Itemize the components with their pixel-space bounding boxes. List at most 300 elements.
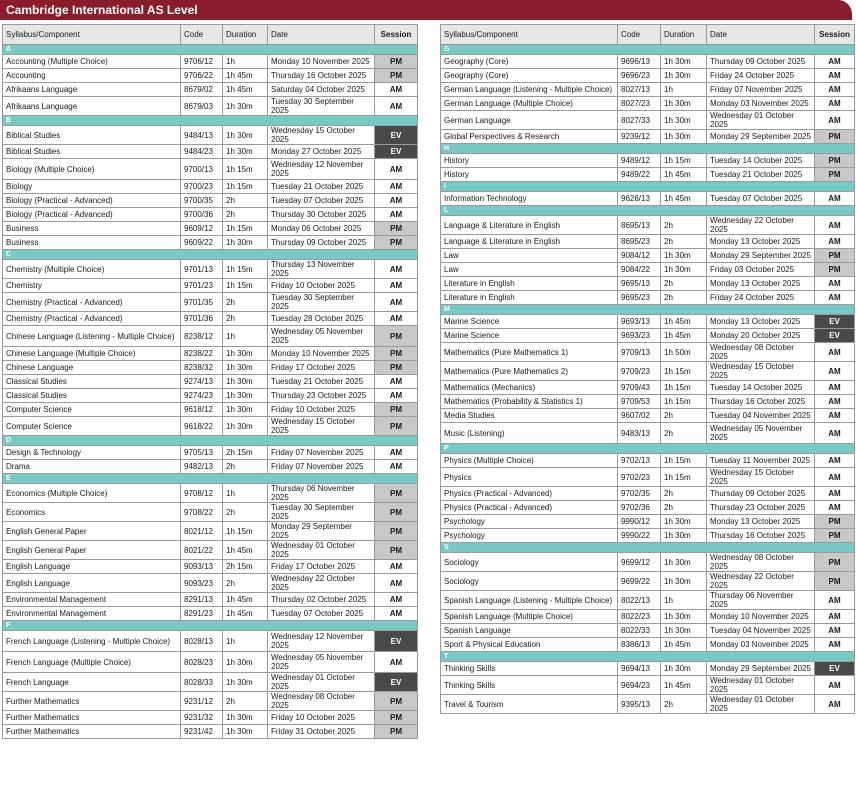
- session-badge: PM: [815, 130, 855, 144]
- table-row: [3, 673, 418, 692]
- session-badge: EV: [375, 126, 418, 145]
- section-letter: T: [441, 652, 855, 662]
- session-badge: AM: [375, 83, 418, 97]
- date-cell: Thursday 06 November 2025: [707, 591, 815, 610]
- date-cell: Monday 03 November 2025: [707, 638, 815, 652]
- code-cell: 9482/13: [181, 460, 223, 474]
- section-header: [441, 444, 855, 454]
- code-cell: 8027/13: [618, 83, 661, 97]
- table-row: [3, 389, 418, 403]
- table-row: [441, 515, 855, 529]
- code-cell: 9693/13: [618, 315, 661, 329]
- session-badge: AM: [815, 501, 855, 515]
- syllabus-cell: Travel & Tourism: [441, 695, 618, 714]
- code-cell: 8695/23: [618, 235, 661, 249]
- duration-cell: 1h 15m: [661, 468, 707, 487]
- code-cell: 8028/23: [181, 652, 223, 673]
- date-cell: Monday 13 October 2025: [707, 315, 815, 329]
- table-row: [441, 111, 855, 130]
- table-row: [441, 529, 855, 543]
- duration-cell: 1h 30m: [223, 389, 268, 403]
- table-row: [3, 208, 418, 222]
- date-cell: Thursday 02 October 2025: [268, 593, 375, 607]
- syllabus-cell: Chemistry (Multiple Choice): [3, 260, 181, 279]
- date-cell: Tuesday 30 September 2025: [268, 503, 375, 522]
- table-row: [441, 69, 855, 83]
- table-row: [3, 484, 418, 503]
- date-cell: Tuesday 07 October 2025: [268, 194, 375, 208]
- syllabus-cell: Literature in English: [441, 291, 618, 305]
- syllabus-cell: Chemistry: [3, 279, 181, 293]
- date-cell: Thursday 13 November 2025: [268, 260, 375, 279]
- table-row: [441, 55, 855, 69]
- syllabus-cell: Biology: [3, 180, 181, 194]
- table-row: [3, 236, 418, 250]
- table-row: [441, 83, 855, 97]
- code-cell: 8238/12: [181, 326, 223, 347]
- section-letter: A: [3, 45, 418, 55]
- syllabus-cell: Literature in English: [441, 277, 618, 291]
- date-cell: Tuesday 14 October 2025: [707, 381, 815, 395]
- date-cell: Saturday 04 October 2025: [268, 83, 375, 97]
- code-cell: 9231/32: [181, 711, 223, 725]
- section-letter: L: [441, 206, 855, 216]
- date-cell: Monday 10 November 2025: [268, 347, 375, 361]
- table-row: [441, 423, 855, 444]
- code-cell: 9084/22: [618, 263, 661, 277]
- code-cell: 8386/13: [618, 638, 661, 652]
- code-cell: 9484/13: [181, 126, 223, 145]
- duration-cell: 1h: [223, 326, 268, 347]
- code-cell: 9701/13: [181, 260, 223, 279]
- session-badge: PM: [375, 361, 418, 375]
- date-cell: Tuesday 07 October 2025: [707, 192, 815, 206]
- date-cell: Wednesday 01 October 2025: [707, 695, 815, 714]
- syllabus-cell: Environmental Management: [3, 593, 181, 607]
- duration-cell: 1h 30m: [661, 130, 707, 144]
- table-row: [3, 652, 418, 673]
- session-badge: EV: [375, 673, 418, 692]
- table-row: [441, 572, 855, 591]
- table-row: [3, 69, 418, 83]
- syllabus-cell: Classical Studies: [3, 375, 181, 389]
- date-cell: Wednesday 12 November 2025: [268, 631, 375, 652]
- code-cell: 9699/12: [618, 553, 661, 572]
- duration-cell: 1h 45m: [661, 676, 707, 695]
- date-cell: Thursday 16 October 2025: [268, 69, 375, 83]
- session-badge: AM: [815, 624, 855, 638]
- date-cell: Wednesday 01 October 2025: [707, 676, 815, 695]
- session-badge: AM: [815, 487, 855, 501]
- syllabus-cell: Chemistry (Practical - Advanced): [3, 293, 181, 312]
- table-row: [3, 446, 418, 460]
- duration-cell: 1h 30m: [223, 725, 268, 739]
- code-cell: 9701/23: [181, 279, 223, 293]
- syllabus-cell: Business: [3, 222, 181, 236]
- code-cell: 8022/23: [618, 610, 661, 624]
- syllabus-cell: Chinese Language (Listening - Multiple Choice): [3, 326, 181, 347]
- table-row: [3, 560, 418, 574]
- session-badge: PM: [375, 403, 418, 417]
- date-cell: Tuesday 14 October 2025: [707, 154, 815, 168]
- syllabus-cell: Drama: [3, 460, 181, 474]
- session-badge: PM: [815, 263, 855, 277]
- duration-cell: 1h 45m: [661, 192, 707, 206]
- table-row: [441, 662, 855, 676]
- table-row: [441, 638, 855, 652]
- duration-cell: 1h 15m: [223, 522, 268, 541]
- session-badge: AM: [815, 277, 855, 291]
- code-cell: 9618/12: [181, 403, 223, 417]
- syllabus-cell: Biblical Studies: [3, 126, 181, 145]
- syllabus-cell: Sociology: [441, 572, 618, 591]
- code-cell: 9705/13: [181, 446, 223, 460]
- date-cell: Friday 07 November 2025: [268, 446, 375, 460]
- session-badge: AM: [815, 468, 855, 487]
- syllabus-cell: Biology (Practical - Advanced): [3, 208, 181, 222]
- syllabus-cell: Psychology: [441, 515, 618, 529]
- session-badge: AM: [815, 395, 855, 409]
- table-row: [3, 222, 418, 236]
- session-badge: AM: [375, 607, 418, 621]
- duration-cell: 1h 30m: [661, 572, 707, 591]
- header-row: [3, 25, 418, 45]
- code-cell: 9274/13: [181, 375, 223, 389]
- session-badge: AM: [375, 574, 418, 593]
- duration-cell: 1h 45m: [661, 168, 707, 182]
- duration-cell: 1h 45m: [661, 315, 707, 329]
- session-badge: PM: [375, 236, 418, 250]
- table-row: [441, 454, 855, 468]
- table-row: [441, 395, 855, 409]
- date-cell: Wednesday 15 October 2025: [268, 126, 375, 145]
- code-cell: 9695/13: [618, 277, 661, 291]
- syllabus-cell: Sociology: [441, 553, 618, 572]
- code-cell: 8027/33: [618, 111, 661, 130]
- left-table-body: [3, 45, 418, 739]
- session-badge: AM: [815, 362, 855, 381]
- code-cell: 9694/13: [618, 662, 661, 676]
- date-cell: Friday 07 November 2025: [268, 460, 375, 474]
- table-row: [3, 417, 418, 436]
- syllabus-cell: Further Mathematics: [3, 725, 181, 739]
- code-cell: 8027/23: [618, 97, 661, 111]
- session-badge: AM: [815, 343, 855, 362]
- code-cell: 9708/12: [181, 484, 223, 503]
- syllabus-cell: Environmental Management: [3, 607, 181, 621]
- table-row: [3, 361, 418, 375]
- table-row: [441, 277, 855, 291]
- code-cell: 9702/36: [618, 501, 661, 515]
- table-row: [3, 159, 418, 180]
- session-badge: AM: [815, 83, 855, 97]
- date-cell: Wednesday 22 October 2025: [707, 572, 815, 591]
- duration-cell: 2h: [223, 574, 268, 593]
- duration-cell: 1h 30m: [223, 347, 268, 361]
- date-cell: Monday 10 November 2025: [268, 55, 375, 69]
- section-letter: E: [3, 474, 418, 484]
- duration-cell: 2h 15m: [223, 446, 268, 460]
- date-cell: Tuesday 30 September 2025: [268, 293, 375, 312]
- date-cell: Monday 03 November 2025: [707, 97, 815, 111]
- duration-cell: 1h 15m: [661, 454, 707, 468]
- duration-cell: 1h 30m: [223, 236, 268, 250]
- table-row: [3, 725, 418, 739]
- date-cell: Wednesday 12 November 2025: [268, 159, 375, 180]
- section-letter: P: [441, 444, 855, 454]
- code-cell: 9483/13: [618, 423, 661, 444]
- section-header: [441, 305, 855, 315]
- code-cell: 8238/22: [181, 347, 223, 361]
- table-row: [3, 522, 418, 541]
- duration-cell: 1h 30m: [661, 263, 707, 277]
- table-row: [441, 329, 855, 343]
- session-badge: PM: [375, 69, 418, 83]
- duration-cell: 1h 45m: [223, 607, 268, 621]
- duration-cell: 1h 15m: [661, 395, 707, 409]
- duration-cell: 1h 50m: [661, 343, 707, 362]
- duration-cell: 1h 30m: [661, 624, 707, 638]
- code-cell: 9709/43: [618, 381, 661, 395]
- duration-cell: 1h 30m: [661, 111, 707, 130]
- syllabus-cell: Sport & Physical Education: [441, 638, 618, 652]
- syllabus-cell: Language & Literature in English: [441, 216, 618, 235]
- syllabus-cell: English Language: [3, 574, 181, 593]
- date-cell: Thursday 09 October 2025: [707, 487, 815, 501]
- code-cell: 9696/13: [618, 55, 661, 69]
- code-cell: 9694/23: [618, 676, 661, 695]
- duration-cell: 1h 30m: [223, 673, 268, 692]
- syllabus-cell: Further Mathematics: [3, 711, 181, 725]
- section-header: [3, 474, 418, 484]
- duration-cell: 1h: [223, 55, 268, 69]
- syllabus-cell: Business: [3, 236, 181, 250]
- code-cell: 9990/12: [618, 515, 661, 529]
- session-badge: AM: [815, 638, 855, 652]
- session-badge: PM: [815, 249, 855, 263]
- table-row: [3, 145, 418, 159]
- session-badge: PM: [375, 503, 418, 522]
- section-header: [3, 621, 418, 631]
- duration-cell: 1h 15m: [661, 362, 707, 381]
- syllabus-cell: Thinking Skills: [441, 662, 618, 676]
- date-cell: Wednesday 22 October 2025: [707, 216, 815, 235]
- date-cell: Thursday 09 October 2025: [268, 236, 375, 250]
- duration-cell: 1h 30m: [223, 97, 268, 116]
- session-badge: AM: [375, 560, 418, 574]
- session-badge: PM: [375, 692, 418, 711]
- table-row: [3, 293, 418, 312]
- syllabus-cell: Chinese Language: [3, 361, 181, 375]
- code-cell: 8695/13: [618, 216, 661, 235]
- syllabus-cell: History: [441, 168, 618, 182]
- date-cell: Friday 10 October 2025: [268, 711, 375, 725]
- duration-cell: 2h: [223, 460, 268, 474]
- right-table-body: [441, 45, 855, 714]
- table-row: [441, 249, 855, 263]
- code-cell: 9239/12: [618, 130, 661, 144]
- code-cell: 8291/23: [181, 607, 223, 621]
- duration-cell: 1h: [223, 484, 268, 503]
- date-cell: Thursday 23 October 2025: [707, 501, 815, 515]
- date-cell: Thursday 09 October 2025: [707, 55, 815, 69]
- table-row: [3, 403, 418, 417]
- session-badge: AM: [375, 97, 418, 116]
- syllabus-cell: Computer Science: [3, 403, 181, 417]
- duration-cell: 2h: [661, 216, 707, 235]
- date-cell: Friday 24 October 2025: [707, 69, 815, 83]
- code-cell: 8679/02: [181, 83, 223, 97]
- session-badge: AM: [375, 652, 418, 673]
- section-letter: G: [441, 45, 855, 55]
- duration-cell: 2h: [223, 692, 268, 711]
- date-cell: Tuesday 07 October 2025: [268, 607, 375, 621]
- header-date: Date: [707, 25, 815, 45]
- session-badge: PM: [815, 168, 855, 182]
- table-row: [3, 593, 418, 607]
- syllabus-cell: Physics (Practical - Advanced): [441, 487, 618, 501]
- syllabus-cell: Economics: [3, 503, 181, 522]
- session-badge: AM: [375, 446, 418, 460]
- date-cell: Tuesday 11 November 2025: [707, 454, 815, 468]
- date-cell: Wednesday 22 October 2025: [268, 574, 375, 593]
- date-cell: Monday 13 October 2025: [707, 515, 815, 529]
- session-badge: PM: [375, 417, 418, 436]
- date-cell: Friday 07 November 2025: [707, 83, 815, 97]
- table-row: [3, 375, 418, 389]
- syllabus-cell: Spanish Language: [441, 624, 618, 638]
- title-banner: [0, 0, 852, 20]
- syllabus-cell: German Language: [441, 111, 618, 130]
- duration-cell: 2h: [661, 501, 707, 515]
- syllabus-cell: French Language (Listening - Multiple Choice): [3, 631, 181, 652]
- table-row: [441, 192, 855, 206]
- table-row: [441, 381, 855, 395]
- duration-cell: 2h: [661, 409, 707, 423]
- table-row: [441, 130, 855, 144]
- syllabus-cell: Geography (Core): [441, 55, 618, 69]
- session-badge: EV: [815, 662, 855, 676]
- section-letter: H: [441, 144, 855, 154]
- session-badge: EV: [815, 315, 855, 329]
- table-row: [3, 574, 418, 593]
- table-row: [441, 263, 855, 277]
- session-badge: PM: [375, 222, 418, 236]
- session-badge: PM: [375, 347, 418, 361]
- duration-cell: 1h 30m: [661, 69, 707, 83]
- code-cell: 9699/22: [618, 572, 661, 591]
- duration-cell: 1h 15m: [223, 222, 268, 236]
- code-cell: 9084/12: [618, 249, 661, 263]
- syllabus-cell: Mathematics (Mechanics): [441, 381, 618, 395]
- date-cell: Friday 31 October 2025: [268, 725, 375, 739]
- section-letter: B: [3, 116, 418, 126]
- code-cell: 9618/22: [181, 417, 223, 436]
- table-row: [441, 624, 855, 638]
- session-badge: PM: [375, 725, 418, 739]
- syllabus-cell: Marine Science: [441, 329, 618, 343]
- date-cell: Friday 03 October 2025: [707, 263, 815, 277]
- code-cell: 9395/13: [618, 695, 661, 714]
- session-badge: AM: [375, 260, 418, 279]
- duration-cell: 1h 45m: [661, 329, 707, 343]
- code-cell: 9231/12: [181, 692, 223, 711]
- session-badge: AM: [375, 194, 418, 208]
- code-cell: 9708/22: [181, 503, 223, 522]
- date-cell: Tuesday 21 October 2025: [268, 375, 375, 389]
- code-cell: 8028/33: [181, 673, 223, 692]
- code-cell: 9706/12: [181, 55, 223, 69]
- section-letter: C: [3, 250, 418, 260]
- syllabus-cell: Chemistry (Practical - Advanced): [3, 312, 181, 326]
- duration-cell: 2h: [661, 235, 707, 249]
- code-cell: 8238/32: [181, 361, 223, 375]
- session-badge: AM: [815, 192, 855, 206]
- table-row: [441, 291, 855, 305]
- section-letter: F: [3, 621, 418, 631]
- date-cell: Wednesday 15 October 2025: [707, 362, 815, 381]
- date-cell: Wednesday 08 October 2025: [707, 343, 815, 362]
- syllabus-cell: Global Perspectives & Research: [441, 130, 618, 144]
- section-header: [441, 206, 855, 216]
- date-cell: Monday 29 September 2025: [707, 130, 815, 144]
- duration-cell: 1h 30m: [661, 553, 707, 572]
- code-cell: 9990/22: [618, 529, 661, 543]
- header-duration: Duration: [223, 25, 268, 45]
- syllabus-cell: Thinking Skills: [441, 676, 618, 695]
- table-row: [441, 553, 855, 572]
- section-header: [3, 116, 418, 126]
- duration-cell: 1h 30m: [223, 361, 268, 375]
- date-cell: Monday 13 October 2025: [707, 277, 815, 291]
- syllabus-cell: Marine Science: [441, 315, 618, 329]
- date-cell: Wednesday 15 October 2025: [268, 417, 375, 436]
- date-cell: Tuesday 30 September 2025: [268, 97, 375, 116]
- table-row: [441, 362, 855, 381]
- left-column: [2, 24, 417, 739]
- syllabus-cell: Classical Studies: [3, 389, 181, 403]
- syllabus-cell: Spanish Language (Listening - Multiple Choice): [441, 591, 618, 610]
- table-row: [441, 676, 855, 695]
- duration-cell: 1h 15m: [223, 260, 268, 279]
- syllabus-cell: History: [441, 154, 618, 168]
- duration-cell: 1h 30m: [661, 610, 707, 624]
- table-row: [441, 97, 855, 111]
- date-cell: Friday 10 October 2025: [268, 403, 375, 417]
- session-badge: AM: [375, 159, 418, 180]
- session-badge: PM: [375, 522, 418, 541]
- date-cell: Wednesday 01 October 2025: [268, 673, 375, 692]
- code-cell: 9607/02: [618, 409, 661, 423]
- syllabus-cell: English General Paper: [3, 522, 181, 541]
- duration-cell: 1h 30m: [223, 375, 268, 389]
- date-cell: Wednesday 05 November 2025: [707, 423, 815, 444]
- duration-cell: 2h: [223, 194, 268, 208]
- date-cell: Wednesday 15 October 2025: [707, 468, 815, 487]
- section-letter: D: [3, 436, 418, 446]
- duration-cell: 2h: [223, 312, 268, 326]
- session-badge: AM: [815, 423, 855, 444]
- code-cell: 8022/33: [618, 624, 661, 638]
- syllabus-cell: Law: [441, 263, 618, 277]
- table-row: [3, 607, 418, 621]
- date-cell: Thursday 06 November 2025: [268, 484, 375, 503]
- code-cell: 9701/35: [181, 293, 223, 312]
- duration-cell: 1h 30m: [223, 711, 268, 725]
- code-cell: 9484/23: [181, 145, 223, 159]
- date-cell: Friday 10 October 2025: [268, 279, 375, 293]
- date-cell: Tuesday 21 October 2025: [707, 168, 815, 182]
